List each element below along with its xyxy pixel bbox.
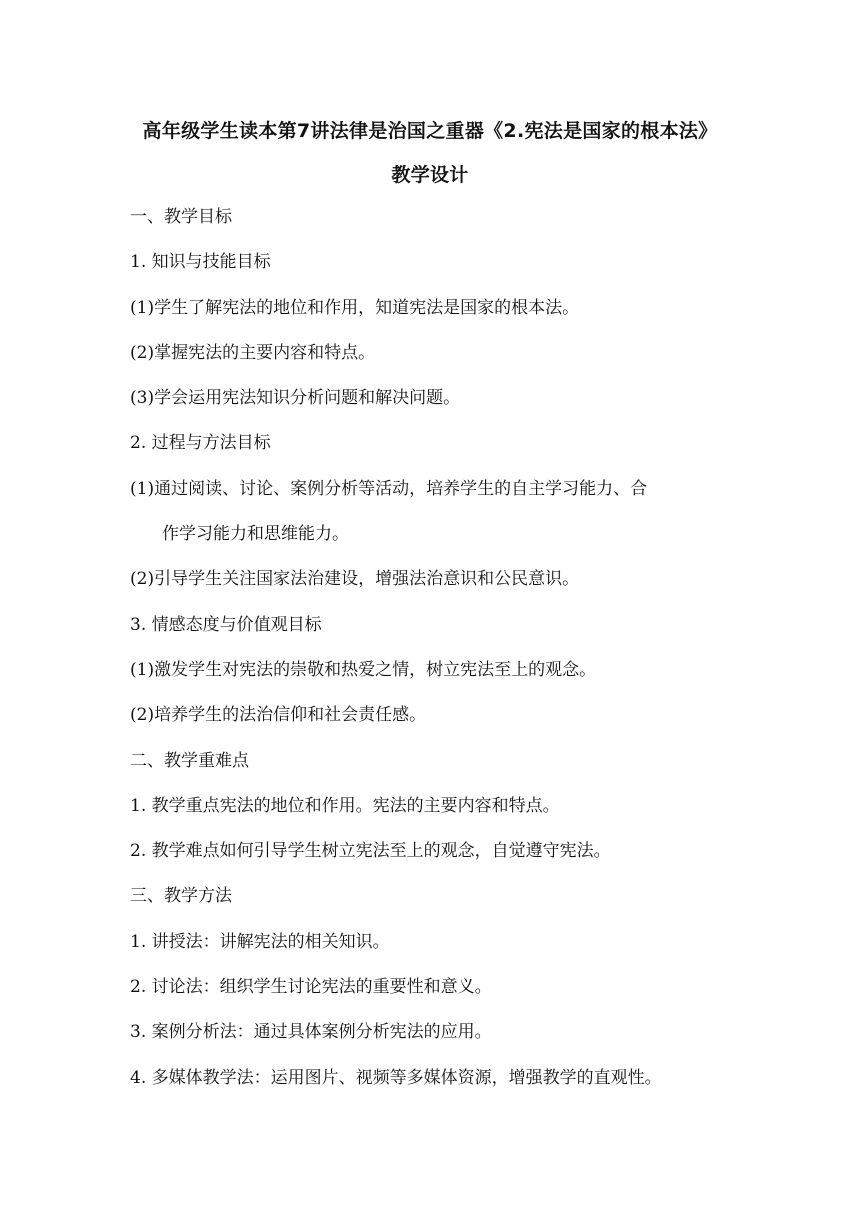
- subheading-process-methods: 2. 过程与方法目标: [130, 433, 271, 454]
- document-body: [130, 205, 740, 1111]
- list-item: (2)掌握宪法的主要内容和特点。: [130, 342, 376, 363]
- list-item: 3. 案例分析法：通过具体案例分析宪法的应用。: [130, 1022, 492, 1043]
- document-title: 高年级学生读本第7讲法律是治国之重器《2.宪法是国家的根本法》: [142, 120, 718, 142]
- list-item: 2. 讨论法：组织学生讨论宪法的重要性和意义。: [130, 977, 492, 998]
- list-item: (1)通过阅读、讨论、案例分析等活动，培养学生的自主学习能力、合: [130, 478, 648, 499]
- subheading-knowledge-skills: 1. 知识与技能目标: [130, 252, 271, 273]
- list-item: 2. 教学难点如何引导学生树立宪法至上的观念，自觉遵守宪法。: [130, 841, 611, 862]
- list-item: 1. 教学重点宪法的地位和作用。宪法的主要内容和特点。: [130, 795, 560, 816]
- subheading-attitudes-values: 3. 情感态度与价值观目标: [130, 614, 322, 635]
- section-heading-methods: 三、教学方法: [130, 886, 232, 907]
- section-heading-key-points: 二、教学重难点: [130, 750, 249, 771]
- list-item: (1)激发学生对宪法的崇敬和热爱之情，树立宪法至上的观念。: [130, 659, 597, 680]
- list-item: (1)学生了解宪法的地位和作用，知道宪法是国家的根本法。: [130, 297, 580, 318]
- list-item: 1. 讲授法：讲解宪法的相关知识。: [130, 931, 390, 952]
- list-item: (3)学会运用宪法知识分析问题和解决问题。: [130, 388, 461, 409]
- list-item: 4. 多媒体教学法：运用图片、视频等多媒体资源，增强教学的直观性。: [130, 1067, 662, 1088]
- list-item: (2)引导学生关注国家法治建设，增强法治意识和公民意识。: [130, 569, 580, 590]
- document-subtitle: 教学设计: [391, 164, 469, 186]
- list-item-continuation: 作学习能力和思维能力。: [162, 524, 349, 545]
- section-heading-objectives: 一、教学目标: [130, 207, 232, 227]
- list-item: (2)培养学生的法治信仰和社会责任感。: [130, 705, 427, 726]
